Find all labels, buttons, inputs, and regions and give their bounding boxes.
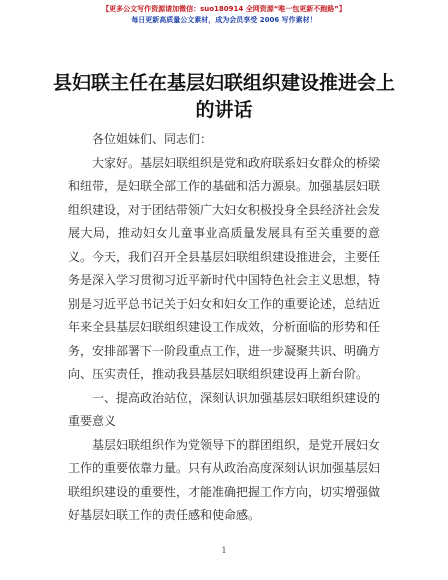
promo-line-1: 【更多公文写作资源请加微信：suo180914 全网资源“唯一包更新不跑路”】 (102, 5, 346, 13)
salutation: 各位姐妹们、同志们： (92, 132, 213, 146)
paragraph-intro: 大家好。基层妇联组织是党和政府联系妇女群众的桥梁和纽带，是妇联全部工作的基础和活力源泉。加强基层妇联组织建设，对于团结带领广大妇女积极投身全县经济社会发展大局，推动妇女儿童事业高质量发展具有至关重要的意义。今天，我们召开全县基层妇联组织建设推进会，主要任务是深入学习贯彻习近平新时代中国特色社会主义思想，特别是习近平总书记关于妇女和妇女工作的重要论述，总结近年来全县基层妇联组织建设工作成效，分析面临的形势和任务，安排部署下一阶段重点工作，进一步凝聚共识、明确方向、压实责任，推动我县基层妇联组织建设再上新台阶。 (68, 155, 381, 381)
page-number: 1 (221, 546, 227, 555)
section-heading-1: 一、提高政治站位，深刻认识加强基层妇联组织建设的重要意义 (68, 390, 381, 428)
document-title: 县妇联主任在基层妇联组织建设推进会上的讲话 (52, 72, 395, 121)
document-body (68, 128, 380, 528)
promo-line-2: 每日更新高质量公文素材，成为会员享受 2006 写作素材！ (131, 16, 317, 24)
paragraph-section-1: 基层妇联组织作为党领导下的群团组织，是党开展妇女工作的重要依靠力量。只有从政治高度深刻认识加强基层妇联组织建设的重要性，才能准确把握工作方向，切实增强做好基层妇联工作的责任感和使命感。 (68, 437, 381, 522)
